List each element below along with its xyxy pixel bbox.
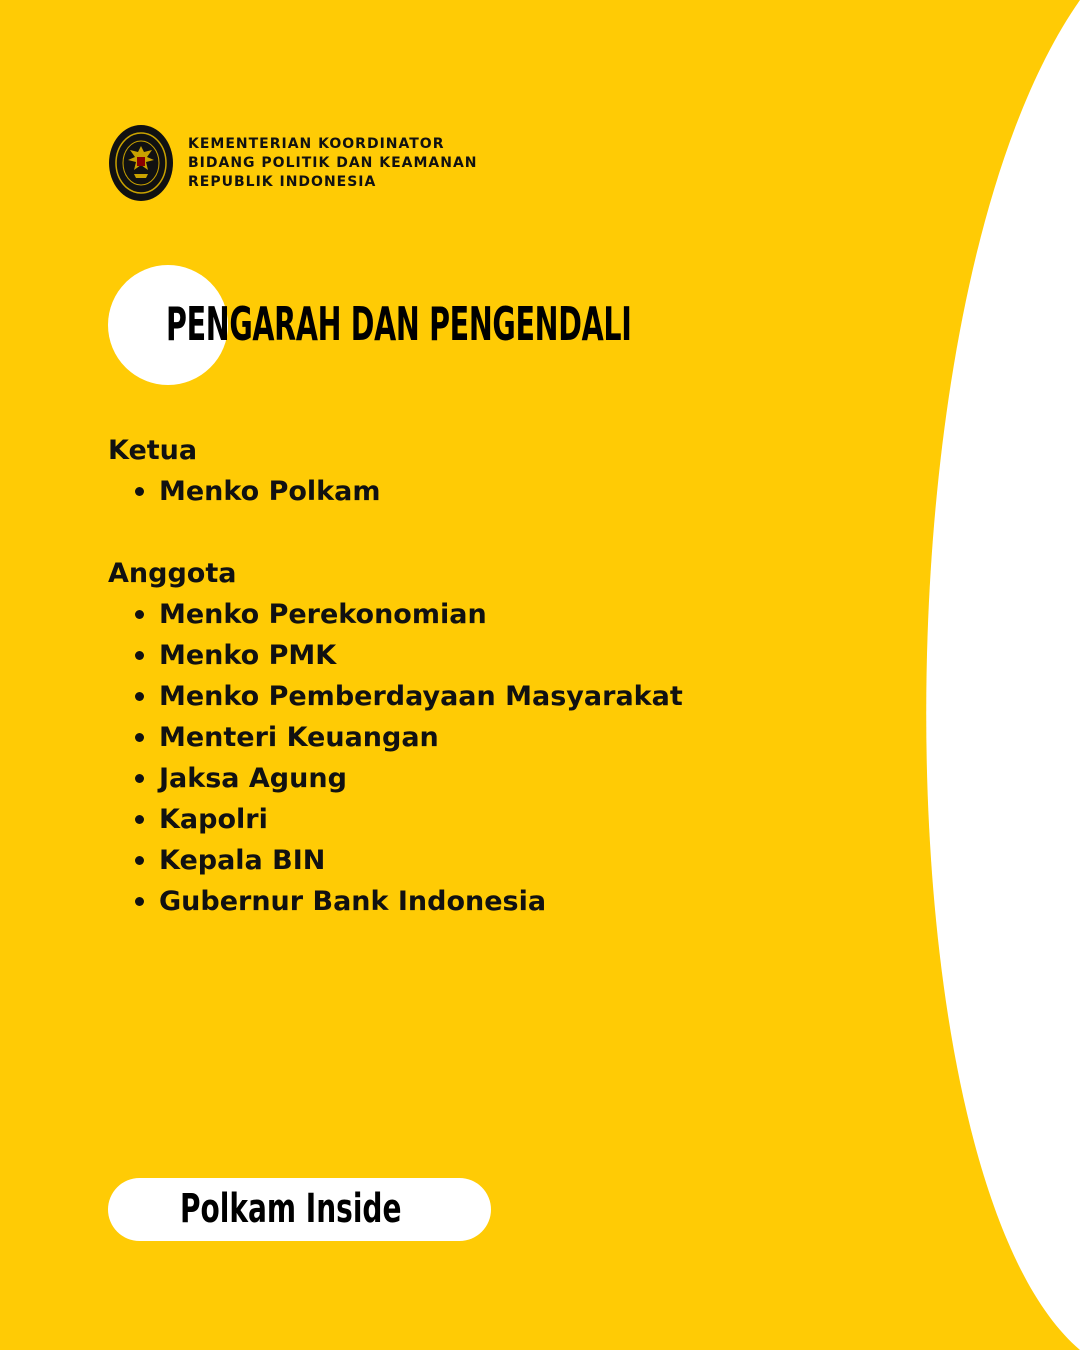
list-item (108, 799, 868, 840)
list-item (108, 758, 868, 799)
bullet-icon (135, 651, 144, 660)
list-item-label: Jaksa Agung (159, 763, 347, 794)
list-item-label: Menko Polkam (159, 476, 381, 507)
page-title: PENGARAH DAN PENGENDALI (166, 297, 632, 351)
ministry-header (108, 124, 478, 202)
group-label-ketua: Ketua (108, 435, 198, 466)
bullet-icon (135, 897, 144, 906)
group-label-anggota: Anggota (108, 558, 237, 589)
bullet-icon (135, 856, 144, 865)
spacer (108, 512, 868, 553)
list-item-label: Gubernur Bank Indonesia (159, 886, 547, 917)
ketua-list (108, 471, 868, 512)
polkam-inside-badge (108, 1178, 491, 1241)
list-item (108, 881, 868, 922)
list-item-label: Menko Perekonomian (159, 599, 487, 630)
bullet-icon (135, 610, 144, 619)
list-item (108, 840, 868, 881)
list-item (108, 594, 868, 635)
bullet-icon (135, 487, 144, 496)
kemenko-polkam-seal-icon (108, 124, 174, 202)
member-list (108, 430, 868, 922)
list-item-label: Menko PMK (159, 640, 337, 671)
list-item-label: Kapolri (159, 804, 268, 835)
list-item (108, 717, 868, 758)
org-line-2: BIDANG POLITIK DAN KEAMANAN (188, 154, 478, 171)
list-item-label: Menko Pemberdayaan Masyarakat (159, 681, 683, 712)
bullet-icon (135, 815, 144, 824)
list-item-label: Kepala BIN (159, 845, 326, 876)
badge-label: Polkam Inside (180, 1186, 402, 1232)
list-item (108, 635, 868, 676)
list-item (108, 471, 868, 512)
bullet-icon (135, 733, 144, 742)
org-line-1: KEMENTERIAN KOORDINATOR (188, 135, 445, 152)
list-item (108, 676, 868, 717)
list-item-label: Menteri Keuangan (159, 722, 439, 753)
bullet-icon (135, 774, 144, 783)
bullet-icon (135, 692, 144, 701)
anggota-list (108, 594, 868, 922)
org-line-3: REPUBLIK INDONESIA (188, 173, 377, 190)
